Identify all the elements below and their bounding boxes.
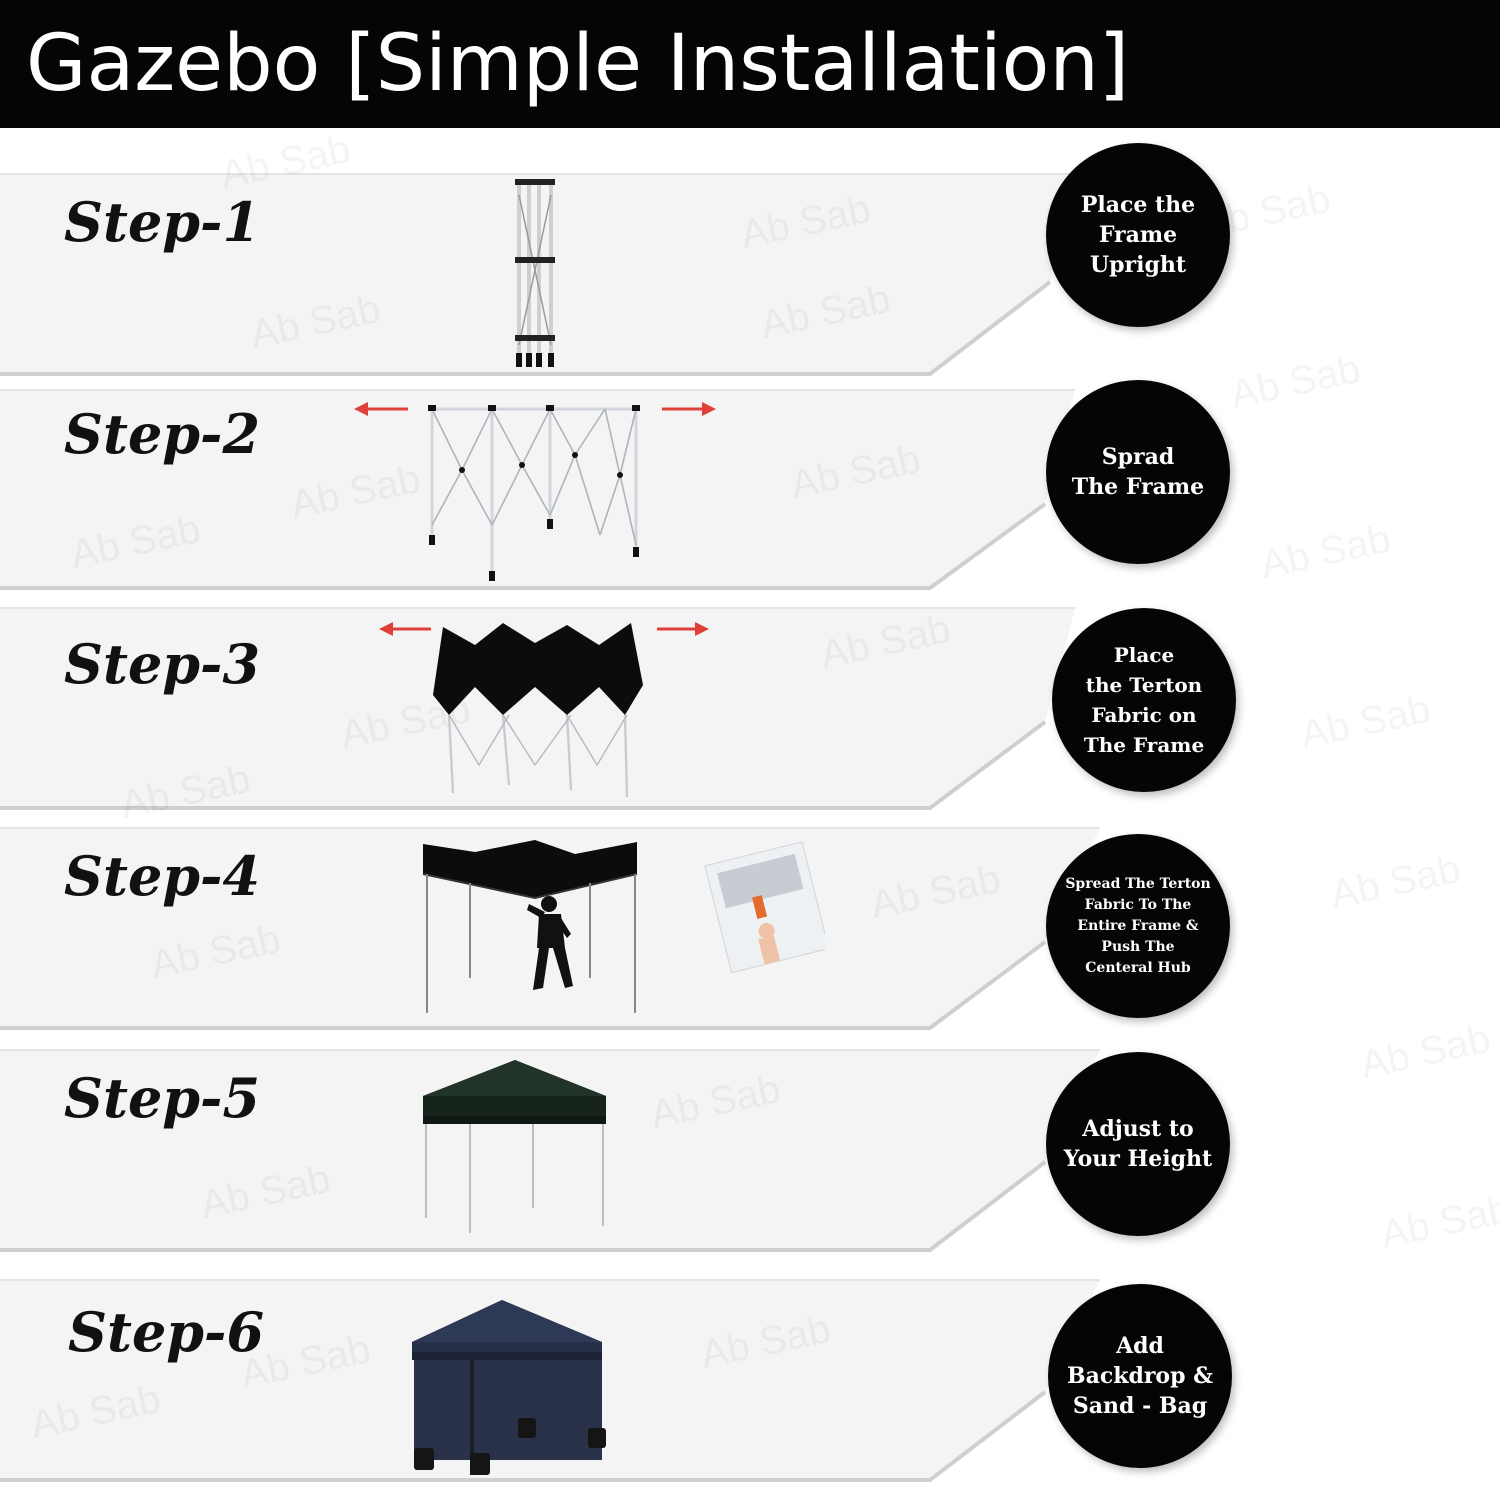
step-2-caption: Sprad The Frame — [1071, 444, 1205, 500]
step-6-caption: Add Backdrop & Sand - Bag — [1066, 1333, 1214, 1419]
step-6-label: Step-6 — [68, 1300, 265, 1364]
step-1-caption-circle — [1046, 143, 1230, 327]
step-1-caption: Place the Frame Upright — [1080, 192, 1196, 278]
expanded-frame-icon — [350, 395, 720, 585]
hub-detail-icon — [705, 842, 825, 973]
arrow-left-icon — [354, 402, 408, 416]
step-3-caption: Place the Terton Fabric on The Frame — [1083, 643, 1205, 757]
step-3-caption-circle — [1052, 608, 1236, 792]
step-5-caption-circle — [1046, 1052, 1230, 1236]
person-pushing-hub-icon — [415, 838, 825, 1018]
step-4-label: Step-4 — [64, 844, 261, 908]
page-title: Gazebo [Simple Installation] — [26, 19, 1130, 109]
step-3-label: Step-3 — [64, 632, 261, 696]
step-4-caption: Spread The Terton Fabric To The Entire Frame & Push The Centeral Hub — [1065, 875, 1211, 976]
fabric-on-frame-icon — [375, 615, 715, 800]
arrow-right-icon — [657, 622, 709, 636]
step-5-caption: Adjust to Your Height — [1063, 1116, 1213, 1172]
arrow-right-icon — [662, 402, 716, 416]
gazebo-with-backdrop-icon — [410, 1298, 610, 1478]
step-4-caption-circle — [1046, 834, 1230, 1018]
step-6-caption-circle — [1048, 1284, 1232, 1468]
step-1-label: Step-1 — [64, 190, 261, 254]
step-2-label: Step-2 — [64, 402, 261, 466]
arrow-left-icon — [379, 622, 431, 636]
step-2-caption-circle — [1046, 380, 1230, 564]
step-5-label: Step-5 — [64, 1066, 261, 1130]
green-gazebo-icon — [418, 1058, 613, 1233]
folded-frame-icon — [505, 175, 565, 370]
person-icon — [527, 896, 573, 990]
